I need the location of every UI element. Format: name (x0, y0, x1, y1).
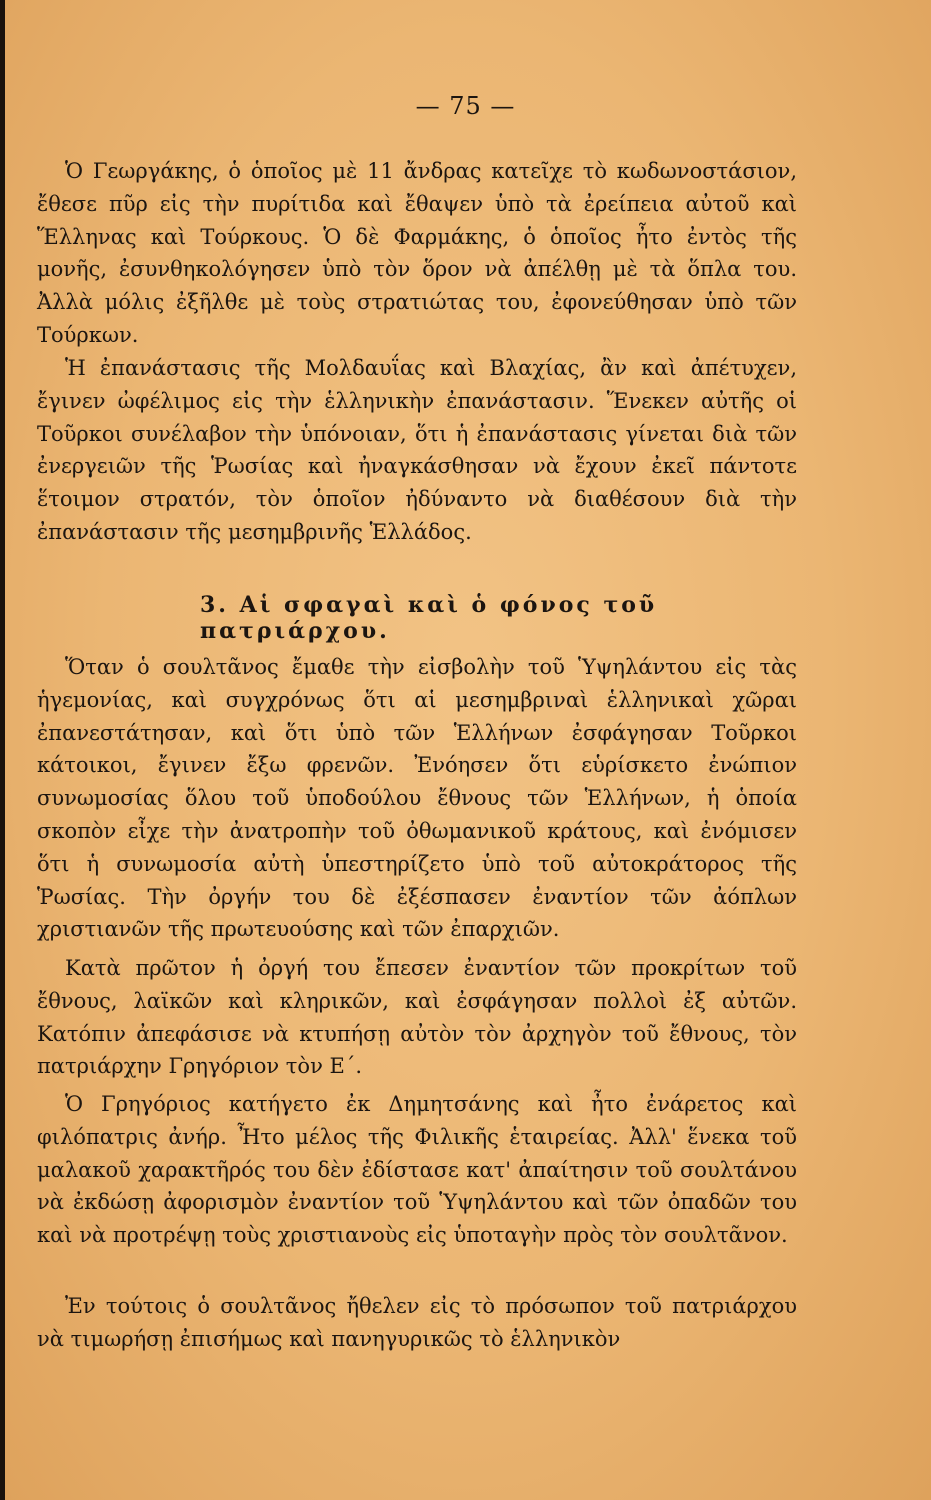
paragraph-4-text: Κατὰ πρῶτον ἡ ὀργή του ἔπεσεν ἐναντίον τῶν προκρίτων τοῦ ἔθνους, λαϊκῶν καὶ κληρικῶν, καὶ ἐσφάγησαν πολλοὶ ἐξ αὐτῶν. Κατόπιν ἀπεφάσισε νὰ κτυπήσῃ αὐτὸν τὸν ἀρχηγὸν τοῦ ἔθνους, τὸν πατριάρχην Γρηγόριον τὸν Ε΄. (37, 956, 797, 1079)
paragraph-6 (37, 1290, 797, 1356)
paragraph-2 (37, 352, 797, 549)
page-number: — 75 — (415, 92, 516, 120)
paragraph-1-text: Ὁ Γεωργάκης, ὁ ὁποῖος μὲ 11 ἄνδρας κατεῖχε τὸ κωδωνοστάσιον, ἔθεσε πῦρ εἰς τὴν πυρίτιδα καὶ ἔθαψεν ὑπὸ τὰ ἐρείπεια αὐτοῦ καὶ Ἕλληνας καὶ Τούρκους. Ὁ δὲ Φαρμάκης, ὁ ὁποῖος ἦτο ἐντὸς τῆς μονῆς, ἐσυνθηκολόγησεν ὑπὸ τὸν ὅρον νὰ ἀπέλθῃ μὲ τὰ ὅπλα του. Ἀλλὰ μόλις ἐξῆλθε μὲ τοὺς στρατιώτας του, ἐφονεύθησαν ὑπὸ τῶν Τούρκων. (37, 159, 797, 347)
page-edge-shadow (0, 0, 5, 1500)
paragraph-3 (37, 651, 797, 946)
paragraph-6-text: Ἐν τούτοις ὁ σουλτᾶνος ἤθελεν εἰς τὸ πρόσωπον τοῦ πατριάρχου νὰ τιμωρήσῃ ἐπισήμως καὶ πανηγυρικῶς τὸ ἑλληνικὸν (37, 1294, 797, 1351)
paragraph-5 (37, 1088, 797, 1252)
paragraph-4 (37, 952, 797, 1083)
paragraph-2-text: Ἡ ἐπανάστασις τῆς Μολδαυΐας καὶ Βλαχίας, ἂν καὶ ἀπέτυχεν, ἔγινεν ὠφέλιμος εἰς τὴν ἑλληνικὴν ἐπανάστασιν. Ἕνεκεν αὐτῆς οἱ Τοῦρκοι συνέλαβον τὴν ὑπόνοιαν, ὅτι ἡ ἐπανάστασις γίνεται διὰ τῶν ἐνεργειῶν τῆς Ῥωσίας καὶ ἠναγκάσθησαν νὰ ἔχουν ἐκεῖ πάντοτε ἕτοιμον στρατόν, τὸν ὁποῖον ἠδύναντο νὰ διαθέσουν διὰ τὴν ἐπανάστασιν τῆς μεσημβρινῆς Ἑλλάδος. (37, 356, 797, 544)
paragraph-3-text: Ὅταν ὁ σουλτᾶνος ἔμαθε τὴν εἰσβολὴν τοῦ Ὑψηλάντου εἰς τὰς ἡγεμονίας, καὶ συγχρόνως ὅτι αἱ μεσημβριναὶ ἑλληνικαὶ χῶραι ἐπανεστάτησαν, καὶ ὅτι ὑπὸ τῶν Ἑλλήνων ἐσφάγησαν Τοῦρκοι κάτοικοι, ἔγινεν ἔξω φρενῶν. Ἐνόησεν ὅτι εὑρίσκετο ἐνώπιον συνωμοσίας ὅλου τοῦ ὑποδούλου ἔθνους τῶν Ἑλλήνων, ἡ ὁποία σκοπὸν εἶχε τὴν ἀνατροπὴν τοῦ ὀθωμανικοῦ κράτους, καὶ ἐνόμισεν ὅτι ἡ συνωμοσία αὐτὴ ὑπεστηρίζετο ὑπὸ τοῦ αὐτοκράτορος τῆς Ῥωσίας. Τὴν ὀργήν του δὲ ἐξέσπασεν ἐναντίον τῶν ἀόπλων χριστιανῶν τῆς πρωτευούσης καὶ τῶν ἐπαρχιῶν. (37, 655, 797, 942)
paragraph-1 (37, 155, 797, 352)
section-heading: 3. Αἱ σφαγαὶ καὶ ὁ φόνος τοῦ πατριάρχου. (200, 592, 658, 644)
paragraph-5-text: Ὁ Γρηγόριος κατήγετο ἐκ Δημητσάνης καὶ ἦτο ἐνάρετος καὶ φιλόπατρις ἀνήρ. Ἦτο μέλος τῆς Φιλικῆς ἑταιρείας. Ἀλλ' ἕνεκα τοῦ μαλακοῦ χαρακτῆρός του δὲν ἐδίστασε κατ' ἀπαίτησιν τοῦ σουλτάνου νὰ ἐκδώσῃ ἀφορισμὸν ἐναντίον τοῦ Ὑψηλάντου καὶ τῶν ὀπαδῶν του καὶ νὰ προτρέψῃ τοὺς χριστιανοὺς εἰς ὑποταγὴν πρὸς τὸν σουλτᾶνον. (37, 1092, 797, 1248)
